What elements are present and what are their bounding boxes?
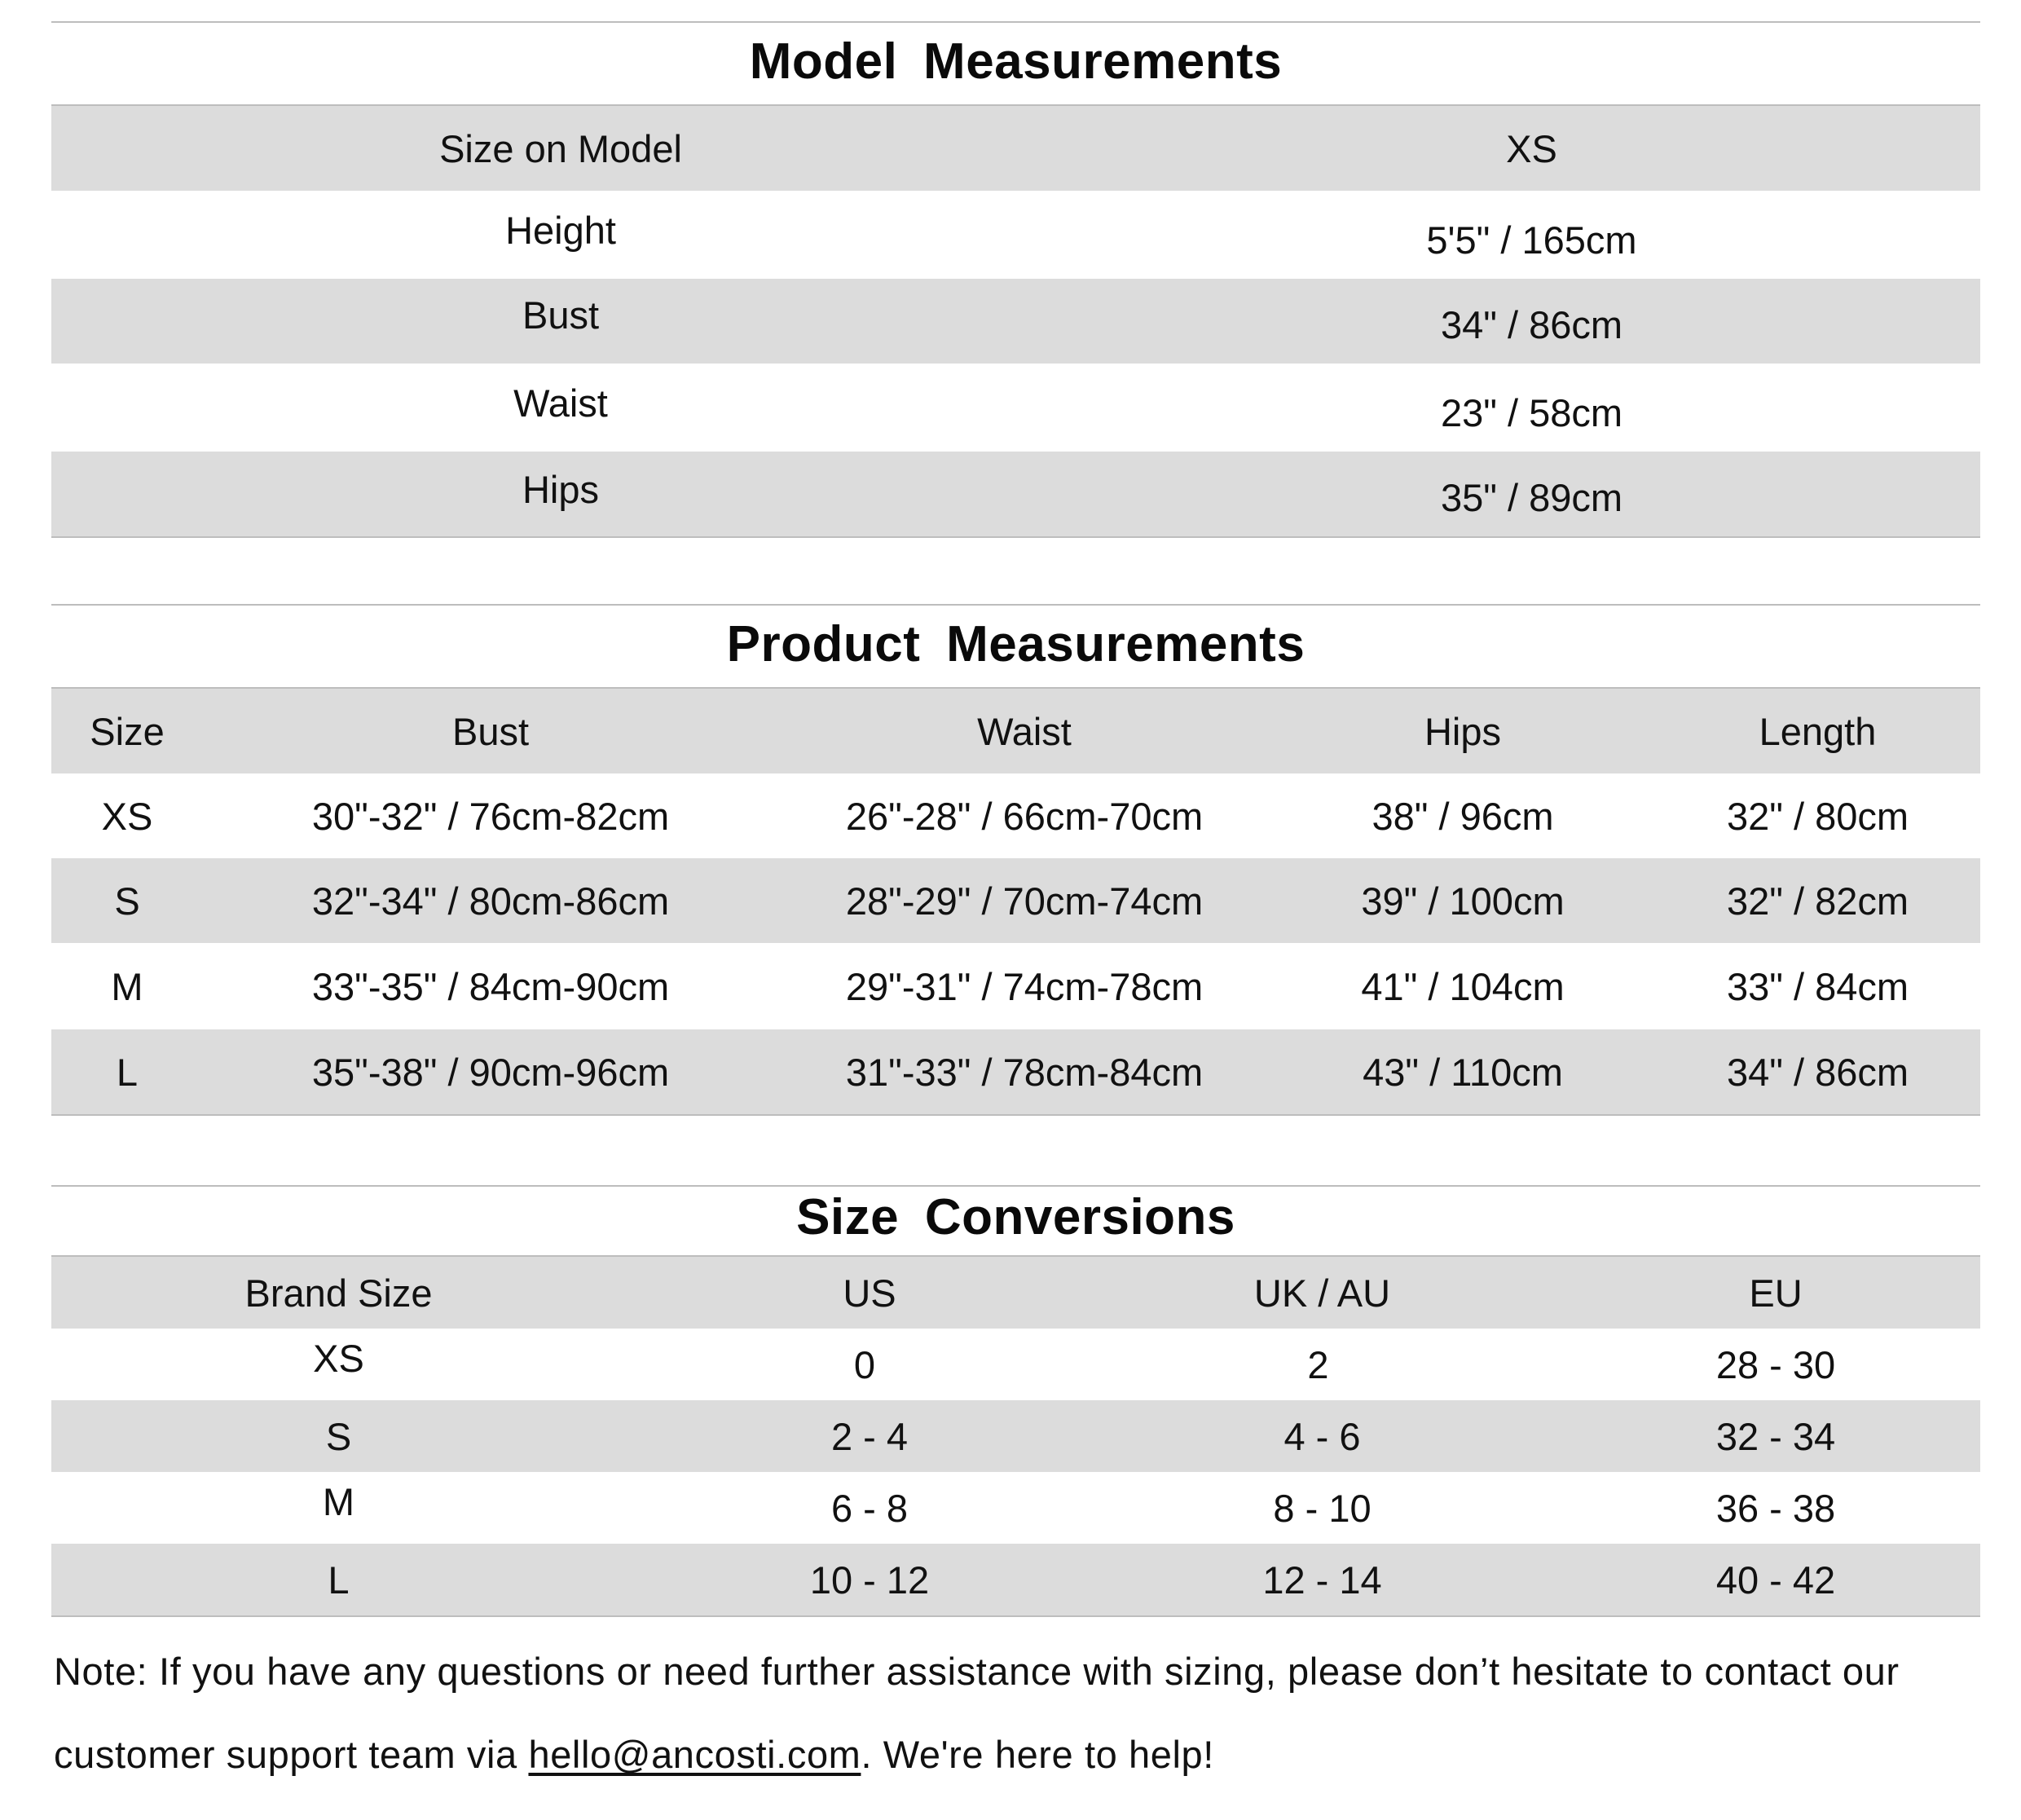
table-row [51,191,1980,279]
brand-size-cell: XS [313,1336,364,1380]
table-row [51,1029,1980,1114]
table-row [51,452,1980,536]
eu-cell: 36 - 38 [1715,1486,1836,1530]
eu-cell: 28 - 30 [1715,1342,1836,1386]
brand-size-cell: S [325,1414,352,1458]
sizing-note [54,1630,1985,1796]
uk-au-cell: 2 [1307,1342,1329,1386]
row-label: Height [505,208,616,252]
length-cell: 32" / 80cm [1726,794,1909,838]
row-value: 23" / 58cm [1440,390,1623,434]
bust-cell: 32"-34" / 80cm-86cm [311,879,670,923]
table-row [51,1329,1980,1400]
us-cell: 0 [853,1342,876,1386]
table-row [51,279,1980,364]
eu-cell: 40 - 42 [1715,1558,1836,1602]
bust-cell: 35"-38" / 90cm-96cm [311,1050,670,1094]
header-cell: UK / AU [1253,1271,1391,1315]
table-header-row [51,1257,1980,1329]
section-title: Size Conversions [796,1189,1235,1245]
row-value: 34" / 86cm [1440,302,1623,346]
table-row [51,943,1980,1029]
bust-cell: 30"-32" / 76cm-82cm [311,794,670,838]
table-header-row [51,689,1980,773]
brand-size-cell: M [322,1479,355,1523]
table-row [51,1472,1980,1544]
hips-cell: 38" / 96cm [1372,794,1554,838]
header-cell: XS [1506,126,1557,170]
length-cell: 34" / 86cm [1726,1050,1909,1094]
us-cell: 10 - 12 [809,1558,930,1602]
size-cell: XS [101,794,153,838]
bottom-divider [51,536,1980,538]
table-row [51,364,1980,452]
header-cell: Size [90,709,165,753]
row-label: Hips [522,467,600,511]
table-row [51,858,1980,943]
header-cell: Size on Model [439,126,682,170]
header-cell: Waist [977,709,1072,753]
table-row [51,773,1980,858]
table-row [51,1544,1980,1615]
row-value: 5'5" / 165cm [1426,218,1637,262]
us-cell: 6 - 8 [830,1486,909,1530]
table-header-row [51,106,1980,191]
waist-cell: 28"-29" / 70cm-74cm [845,879,1204,923]
eu-cell: 32 - 34 [1715,1414,1836,1458]
table-row [51,1400,1980,1472]
header-cell: Bust [451,709,530,753]
header-cell: EU [1749,1271,1803,1315]
bottom-divider [51,1615,1980,1617]
length-cell: 33" / 84cm [1726,964,1909,1008]
header-cell: Hips [1424,709,1502,753]
us-cell: 2 - 4 [830,1414,909,1458]
waist-cell: 29"-31" / 74cm-78cm [845,964,1204,1008]
hips-cell: 39" / 100cm [1361,879,1565,923]
waist-cell: 31"-33" / 78cm-84cm [845,1050,1204,1094]
section-title: Model Measurements [749,33,1283,90]
header-cell: Length [1759,709,1877,753]
size-cell: M [111,964,143,1008]
brand-size-cell: L [328,1558,350,1602]
bust-cell: 33"-35" / 84cm-90cm [311,964,670,1008]
product-measurements-section [51,604,1980,1117]
size-cell: L [116,1050,139,1094]
waist-cell: 26"-28" / 66cm-70cm [845,794,1204,838]
bottom-divider [51,1114,1980,1116]
note-text-end: . We're here to help! [861,1733,1214,1776]
hips-cell: 41" / 104cm [1361,964,1565,1008]
top-divider [51,1185,1980,1187]
support-email-link[interactable]: hello@ancosti.com [528,1733,861,1776]
header-cell: Brand Size [244,1271,433,1315]
length-cell: 32" / 82cm [1726,879,1909,923]
hips-cell: 43" / 110cm [1363,1050,1563,1094]
uk-au-cell: 4 - 6 [1283,1414,1361,1458]
model-measurements-section [51,21,1980,539]
uk-au-cell: 8 - 10 [1273,1486,1372,1530]
top-divider [51,21,1980,23]
row-label: Waist [513,381,608,425]
section-title: Product Measurements [726,616,1306,672]
row-value: 35" / 89cm [1440,475,1623,519]
uk-au-cell: 12 - 14 [1262,1558,1382,1602]
size-cell: S [114,879,140,923]
header-cell: US [843,1271,896,1315]
top-divider [51,604,1980,606]
note-text: Note: If you have any questions or need further assistance with sizing, please don’t hesitate to contact our customer support team via [54,1650,1900,1776]
row-label: Bust [522,293,600,337]
size-conversions-section [51,1185,1980,1617]
